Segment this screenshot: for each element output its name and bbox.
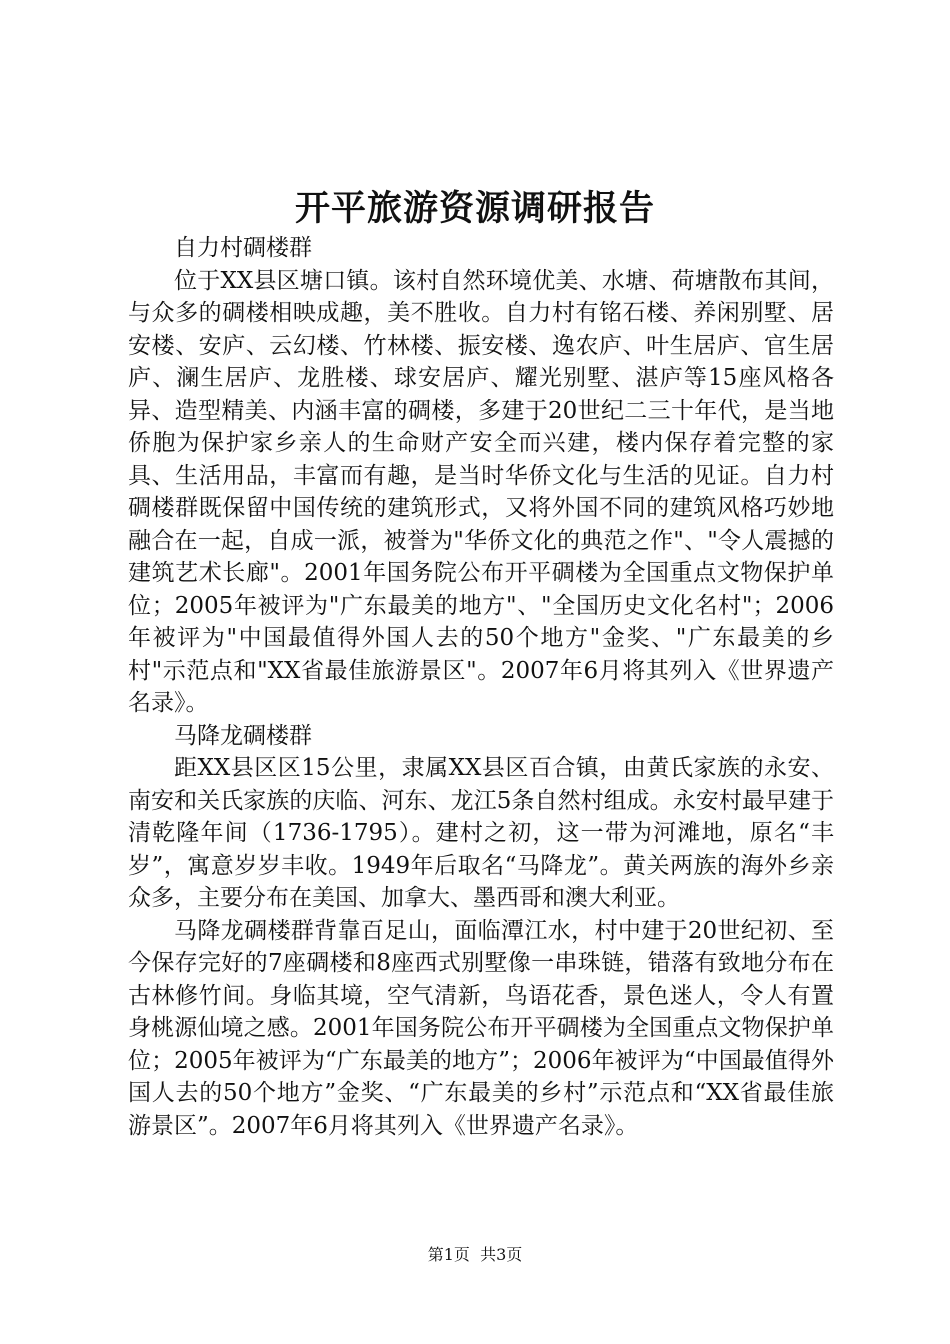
document-body — [128, 232, 834, 1142]
paragraph-majianglong-location: 距XX县区区15公里，隶属XX县区百合镇，由黄氏家族的永安、南安和关氏家族的庆临、河东、龙江5条自然村组成。永安村最早建于清乾隆年间（1736-1795）。建村之初，这一带为河滩地，原名“丰岁”，寓意岁岁丰收。1949年后取名“马降龙”。黄关两族的海外乡亲众多，主要分布在美国、加拿大、墨西哥和澳大利亚。 — [128, 755, 834, 911]
page-number-total: 共3页 — [480, 1245, 523, 1264]
section-heading-majianglong: 马降龙碉楼群 — [174, 722, 312, 749]
paragraph-majianglong-description: 马降龙碉楼群背靠百足山，面临潭江水，村中建于20世纪初、至今保存完好的7座碉楼和8座西式别墅像一串珠链，错落有致地分布在古林修竹间。身临其境，空气清新，鸟语花香，景色迷人，令人有置身桃源仙境之感。2001年国务院公布开平碉楼为全国重点文物保护单位；2005年被评为“广东最美的地方”；2006年被评为“中国最值得外国人去的50个地方”金奖、“广东最美的乡村”示范点和“XX省最佳旅游景区”。2007年6月将其列入《世界遗产名录》。 — [128, 917, 834, 1139]
paragraph-zili-description: 位于XX县区塘口镇。该村自然环境优美、水塘、荷塘散布其间，与众多的碉楼相映成趣，美不胜收。自力村有铭石楼、养闲别墅、居安楼、安庐、云幻楼、竹林楼、振安楼、逸农庐、叶生居庐、官生居庐、澜生居庐、龙胜楼、球安居庐、耀光别墅、湛庐等15座风格各异、造型精美、内涵丰富的碉楼，多建于20世纪二三十年代，是当地侨胞为保护家乡亲人的生命财产安全而兴建，楼内保存着完整的家具、生活用品，丰富而有趣，是当时华侨文化与生活的见证。自力村碉楼群既保留中国传统的建筑形式，又将外国不同的建筑风格巧妙地融合在一起，自成一派，被誉为"华侨文化的典范之作"、"令人震撼的建筑艺术长廊"。2001年国务院公布开平碉楼为全国重点文物保护单位；2005年被评为"广东最美的地方"、"全国历史文化名村"；2006年被评为"中国最值得外国人去的50个地方"金奖、"广东最美的乡村"示范点和"XX省最佳旅游景区"。2007年6月将其列入《世界遗产名录》。 — [128, 267, 834, 716]
document-title: 开平旅游资源调研报告 — [294, 188, 655, 229]
page-footer — [0, 1243, 950, 1267]
page-number-current: 第1页 — [427, 1245, 470, 1264]
section-heading-zili: 自力村碉楼群 — [174, 235, 312, 261]
